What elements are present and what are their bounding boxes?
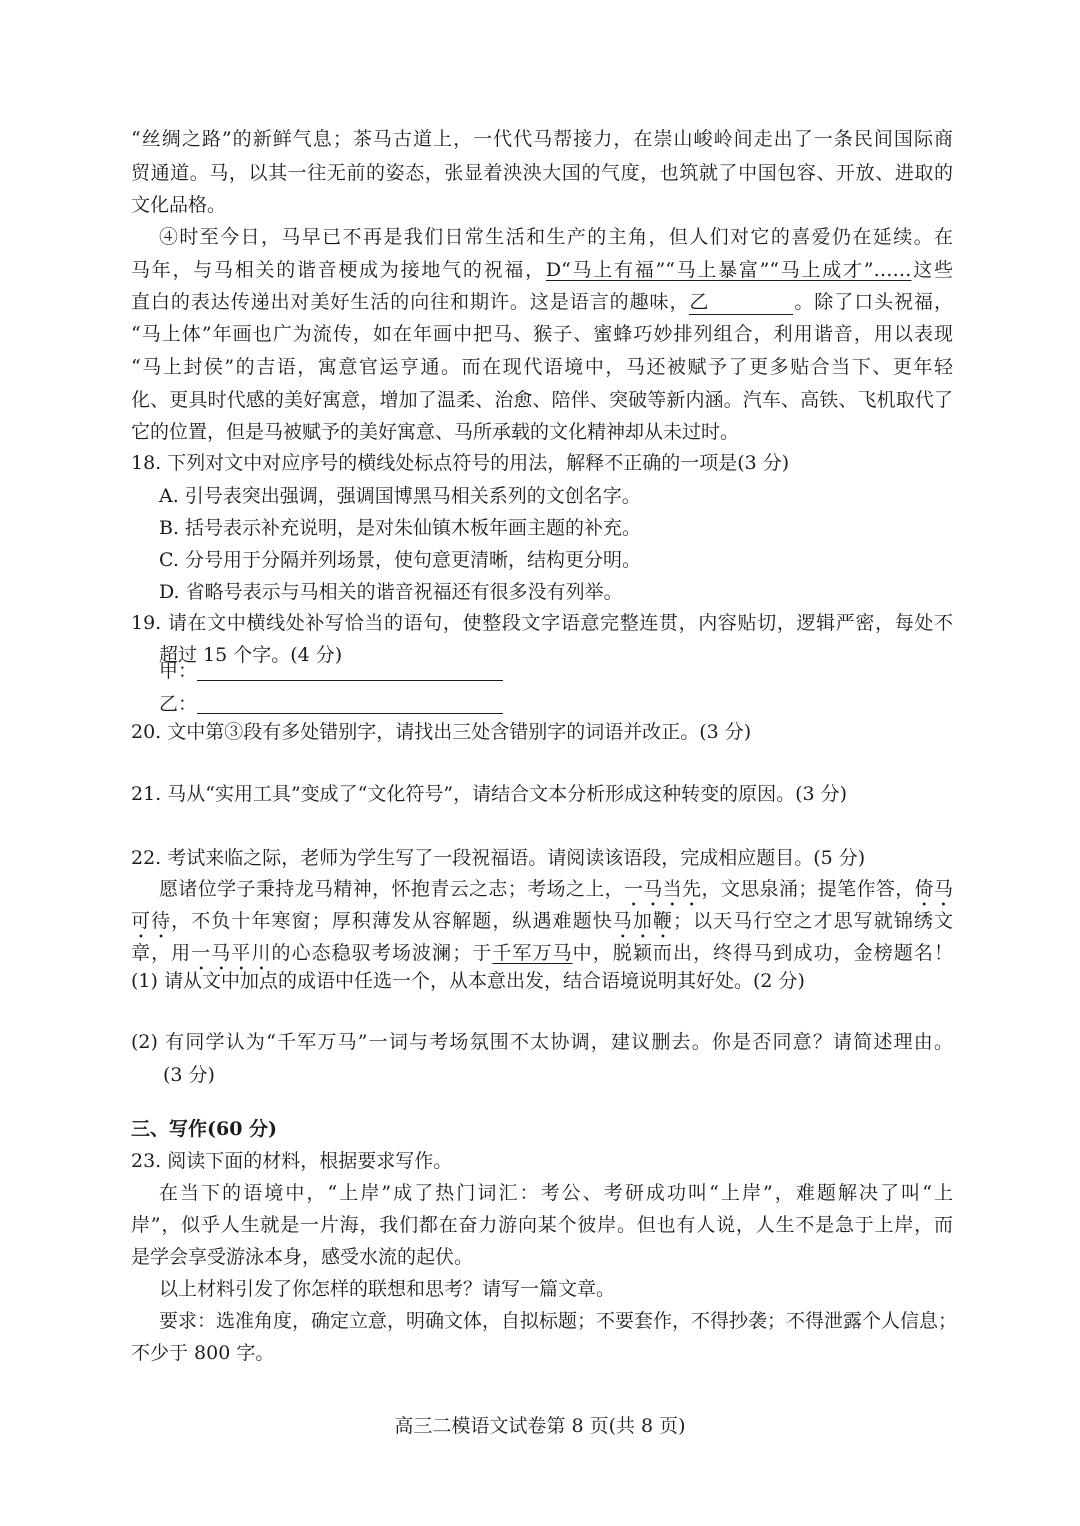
paragraph-4-line: 化、更具时代感的美好寓意，增加了温柔、治愈、陪伴、突破等新内涵。汽车、高铁、飞机取代了	[131, 389, 953, 411]
passage-line: 文化品格。	[131, 194, 227, 216]
writing-prompt: 以上材料引发了你怎样的联想和思考？请写一篇文章。	[159, 1278, 616, 1300]
option-d: D. 省略号表示与马相关的谐音祝福还有很多没有列举。	[159, 581, 623, 603]
option-a: A. 引号表突出强调，强调国博黑马相关系列的文创名字。	[159, 485, 641, 507]
text-span: 中，脱颖而出，终得马到成功，金榜题名！	[572, 942, 953, 964]
blank-yi-answer[interactable]	[197, 691, 503, 714]
dotted-idiom-1: 一马当先	[623, 878, 702, 900]
page-footer: 高三二模语文试卷第 8 页(共 8 页)	[394, 1415, 686, 1437]
question-21-stem: 21. 马从“实用工具”变成了“文化符号”，请结合文本分析形成这种转变的原因。(3 分)	[131, 783, 848, 805]
dotted-idiom-2a: 倚马	[914, 878, 953, 900]
passage-line: “丝绸之路”的新鲜气息；茶马古道上，一代代马帮接力，在崇山峻岭间走出了一条民间国际商	[131, 128, 953, 150]
question-22-sub-1: (1) 请从文中加点的成语中任选一个，从本意出发，结合语境说明其好处。(2 分)	[131, 970, 805, 992]
text-span: ，不负十年寒窗；厚积薄发从容解题，纵遇难题快	[171, 910, 613, 932]
text-span: 章，用	[131, 942, 192, 964]
text-span: 的心态稳驭考场波澜；于	[271, 942, 493, 964]
passage-line: 贸通道。马，以其一往无前的姿态，张显着泱泱大国的气度，也筑就了中国包容、开放、进取的	[131, 162, 953, 184]
label-yi: 乙：	[159, 693, 198, 715]
dotted-idiom-2b: 可待	[131, 910, 172, 932]
option-b: B. 括号表示补充说明，是对朱仙镇木板年画主题的补充。	[159, 517, 642, 539]
question-22-sub-2: (3 分)	[163, 1064, 215, 1086]
text-span: 。除了口头祝福，	[793, 291, 953, 313]
text-span: 直白的表达传递出对美好生活的向往和期许。这是语言的趣味，	[131, 291, 690, 313]
blank-yi: 乙	[689, 290, 793, 315]
material-line: 是学会享受游泳本身，感受水流的起伏。	[131, 1246, 474, 1268]
text-span: ；以天马行空之才思写就锦绣文	[673, 910, 953, 932]
question-18-stem: 18. 下列对文中对应序号的横线处标点符号的用法，解释不正确的一项是(3 分)	[131, 452, 790, 474]
paragraph-4-line	[131, 287, 953, 317]
text-span: 愿诸位学子秉持龙马精神，怀抱青云之志；考场之上，	[159, 878, 624, 900]
paragraph-4-line: “马上体”年画也广为流传，如在年画中把马、猴子、蜜蜂巧妙排列组合，利用谐音，用以表现	[131, 323, 953, 345]
paragraph-4-line	[131, 255, 953, 285]
writing-requirement: 不少于 800 字。	[131, 1342, 275, 1364]
question-20-stem: 20. 文中第③段有多处错别字，请找出三处含错别字的词语并改正。(3 分)	[131, 721, 752, 743]
underlined-idiom: 千军万马	[492, 942, 573, 964]
answer-line-jia	[159, 656, 503, 686]
answer-line-yi	[159, 689, 503, 719]
dotted-idiom-4: 一马平川	[191, 942, 272, 964]
section-heading: 三、写作(60 分)	[131, 1118, 278, 1140]
question-23-stem: 23. 阅读下面的材料，根据要求写作。	[131, 1150, 453, 1172]
paragraph-4-line: “马上封侯”的吉语，寓意官运亨通。而在现代语境中，马还被赋予了更多贴合当下、更年轻	[131, 356, 953, 378]
text-span: ，文思泉涌；提笔作答，	[701, 878, 915, 900]
question-19-stem: 19. 请在文中横线处补写恰当的语句，使整段文字语意完整连贯，内容贴切，逻辑严密，每处不	[131, 612, 953, 634]
text-span: 马年，与马相关的谐音梗成为接地气的祝福，	[131, 259, 546, 281]
text-span: 这些	[911, 259, 953, 281]
material-line: 在当下的语境中，“上岸”成了热门词汇：考公、考研成功叫“上岸”，难题解决了叫“上	[159, 1182, 953, 1204]
label-jia: 甲：	[159, 660, 198, 682]
writing-requirement: 要求：选准角度，确定立意，明确文体，自拟标题；不要套作，不得抄袭；不得泄露个人信息；	[159, 1310, 958, 1332]
question-22-sub-2: (2) 有同学认为“千军万马”一词与考场氛围不太协调，建议删去。你是否同意？请简述理由。	[131, 1031, 953, 1053]
material-line: 岸”，似乎人生就是一片海，我们都在奋力游向某个彼岸。但也有人说，人生不是急于上岸，而	[131, 1214, 953, 1236]
underlined-blessings: D“马上有福”“马上暴富”“马上成才”……	[545, 259, 912, 281]
paragraph-4-line: ④时至今日，马早已不再是我们日常生活和生产的主角，但人们对它的喜爱仍在延续。在	[159, 226, 953, 248]
blank-jia[interactable]	[197, 658, 503, 681]
option-c: C. 分号用于分隔并列场景，使句意更清晰，结构更分明。	[159, 549, 641, 571]
dotted-idiom-3: 马加鞭	[612, 910, 674, 932]
question-19-stem: 超过 15 个字。(4 分)	[159, 644, 343, 666]
paragraph-4-line: 它的位置，但是马被赋予的美好寓意、马所承载的文化精神却从未过时。	[131, 421, 740, 443]
question-22-stem: 22. 考试来临之际，老师为学生写了一段祝福语。请阅读该语段，完成相应题目。(5 分)	[131, 847, 866, 869]
